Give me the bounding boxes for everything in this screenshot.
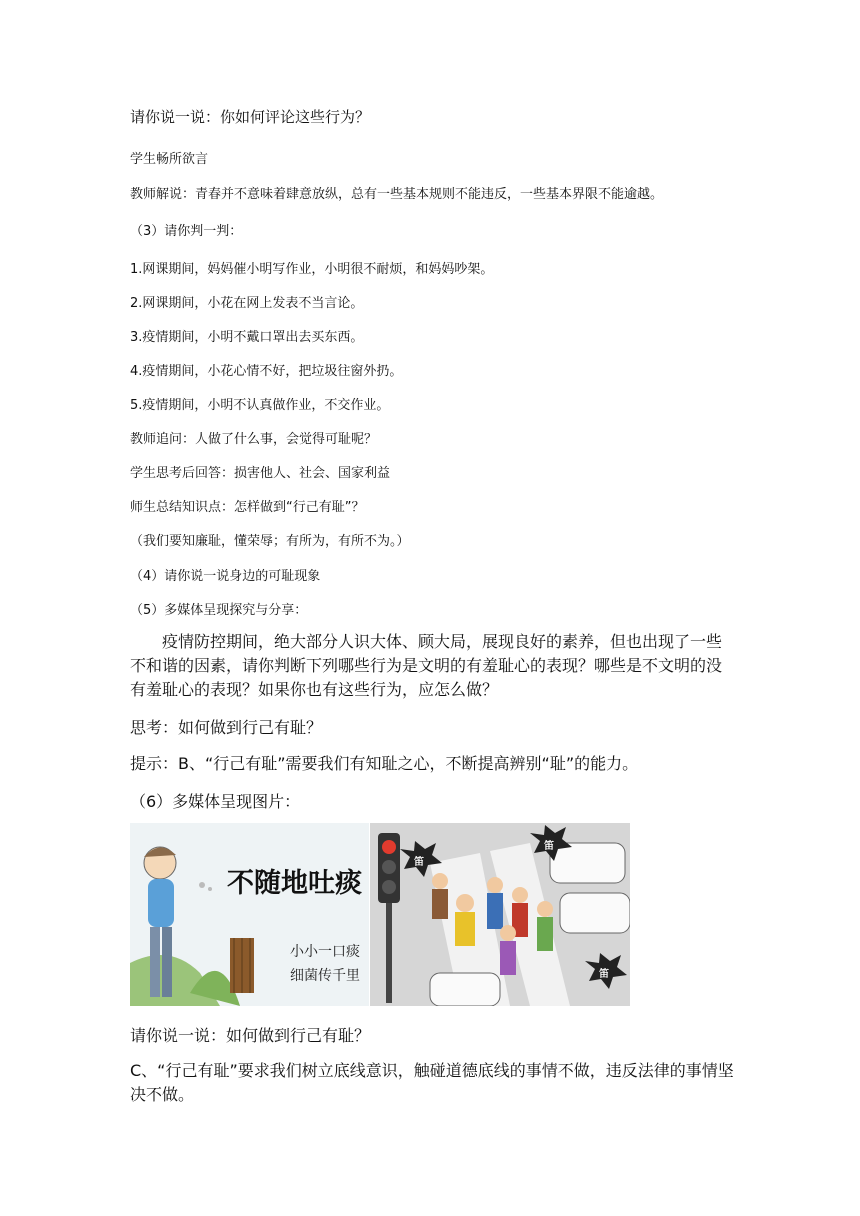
jaywalking-cartoon	[370, 823, 630, 1006]
inquiry-paragraph: 疫情防控期间，绝大部分人识大体、顾大局，展现良好的素养，但也出现了一些不和谐的因素，请你判断下列哪些行为是文明的有羞耻心的表现？哪些是不文明的没有羞耻心的表现？如果你也有这些行为，应怎么做？	[130, 632, 723, 699]
illustration-row	[130, 823, 630, 1006]
judge-item-1: 1.网课期间，妈妈催小明写作业，小明很不耐烦，和妈妈吵架。	[130, 262, 494, 277]
judge-item-5: 5.疫情期间，小明不认真做作业，不交作业。	[130, 398, 390, 413]
summary-question: 师生总结知识点：怎样做到“行己有耻”？	[130, 500, 365, 515]
judge-item-4: 4.疫情期间，小花心情不好，把垃圾往窗外扔。	[130, 364, 403, 379]
teacher-followup: 教师追问：人做了什么事，会觉得可耻呢？	[130, 432, 378, 447]
teacher-explanation: 教师解说：青春并不意味着肆意放纵，总有一些基本规则不能违反，一些基本界限不能逾越。	[130, 187, 664, 202]
section-4-heading: （4）请你说一说身边的可耻现象	[130, 569, 321, 584]
student-response: 学生畅所欲言	[130, 152, 209, 167]
summary-answer: （我们要知廉耻，懂荣辱；有所为，有所不为。）	[130, 534, 410, 549]
crosswalk-illustration	[370, 823, 630, 1006]
point-c-paragraph: C、“行己有耻”要求我们树立底线意识，触碰道德底线的事情不做，违反法律的事情坚决不做。	[130, 1061, 734, 1104]
poster-caption-1: 小小一口痰	[290, 944, 360, 960]
section-5-heading: （5）多媒体呈现探究与分享：	[130, 603, 308, 618]
poster-caption-2: 细菌传千里	[290, 968, 360, 984]
judge-item-2: 2.网课期间，小花在网上发表不当言论。	[130, 296, 364, 311]
discussion-question: 请你说一说：如何做到行己有耻？	[130, 1026, 371, 1045]
horn-burst-1: 笛	[414, 857, 424, 868]
horn-burst-3: 笛	[599, 969, 609, 980]
judge-item-3: 3.疫情期间，小明不戴口罩出去买东西。	[130, 330, 364, 345]
section-3-heading: （3）请你判一判：	[130, 224, 243, 239]
hint-b: 提示：B、“行己有耻”需要我们有知耻之心，不断提高辨别“耻”的能力。	[130, 754, 639, 773]
no-spitting-poster	[130, 823, 369, 1006]
poster-headline: 不随地吐痰	[227, 868, 362, 899]
question-heading: 请你说一说：你如何评论这些行为？	[130, 108, 371, 126]
horn-burst-2: 笛	[544, 841, 554, 852]
student-answer: 学生思考后回答：损害他人、社会、国家利益	[130, 466, 391, 481]
section-6-heading: （6）多媒体呈现图片：	[130, 792, 301, 811]
think-question: 思考：如何做到行己有耻？	[130, 718, 323, 737]
